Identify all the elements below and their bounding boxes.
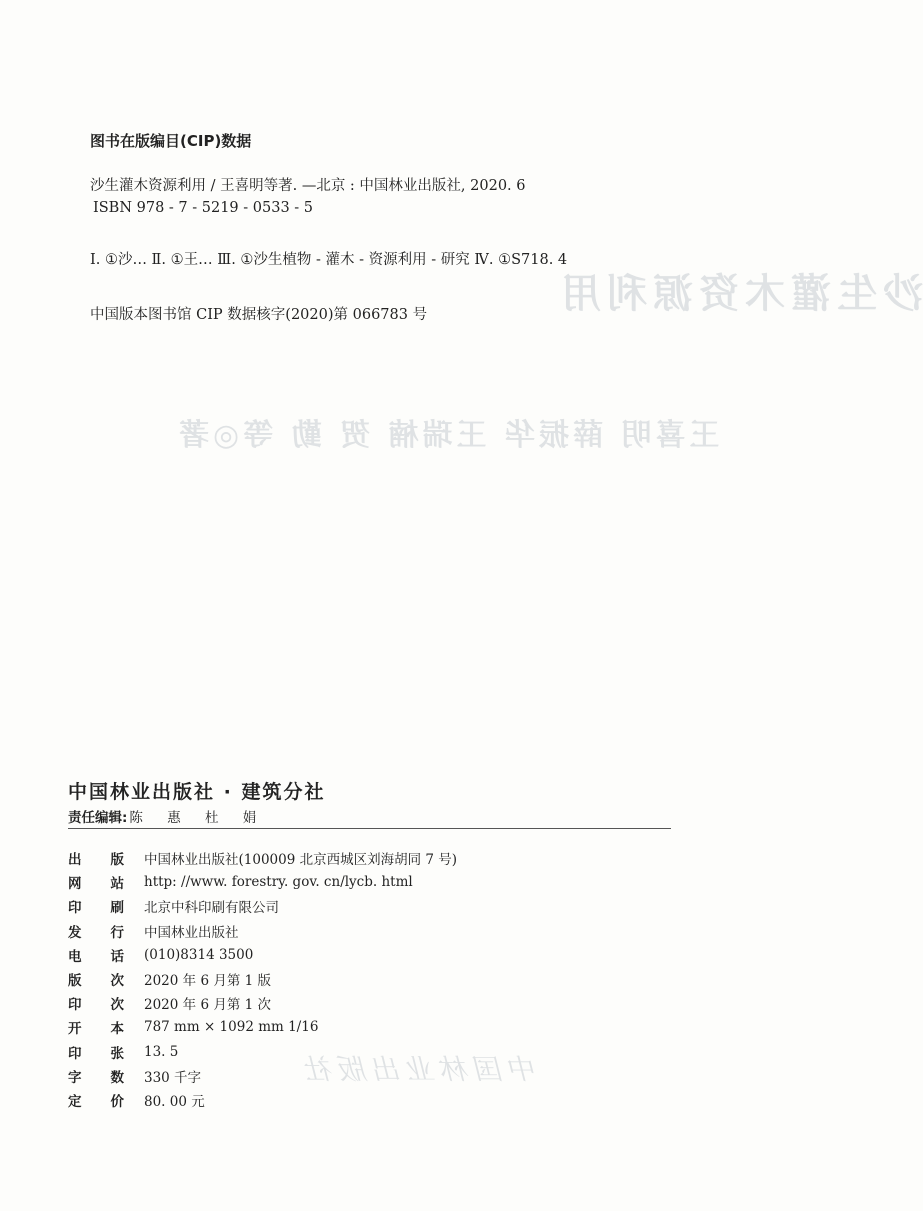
detail-label: 数 (110, 1069, 124, 1086)
cip-heading: 图书在版编目(CIP)数据 (90, 132, 252, 150)
detail-row-sheets (68, 1040, 457, 1064)
detail-value: 2020 年 6 月第 1 次 (144, 997, 271, 1014)
detail-row-printer (68, 894, 457, 918)
divider (68, 828, 671, 829)
cip-isbn: ISBN 978 - 7 - 5219 - 0533 - 5 (93, 200, 314, 216)
detail-label: 字 (68, 1069, 82, 1086)
detail-label: 次 (110, 973, 124, 990)
detail-row-distributor (68, 919, 457, 943)
detail-label: 出 (68, 852, 82, 869)
detail-row-printing (68, 991, 457, 1015)
detail-value: 787 mm × 1092 mm 1/16 (144, 1019, 319, 1036)
detail-label: 印 (68, 900, 82, 917)
detail-label: 版 (68, 973, 82, 990)
cip-classification: Ⅰ. ①沙… Ⅱ. ①王… Ⅲ. ①沙生植物 - 灌木 - 资源利用 - 研究 Ⅳ. ①S718. 4 (90, 252, 568, 268)
detail-value: 中国林业出版社(100009 北京西城区刘海胡同 7 号) (144, 852, 458, 869)
detail-row-website (68, 870, 457, 894)
detail-row-phone (68, 943, 457, 967)
publisher-heading: 中国林业出版社 · 建筑分社 (68, 781, 326, 803)
detail-label: 本 (110, 1021, 124, 1038)
detail-value: 2020 年 6 月第 1 版 (144, 973, 271, 990)
detail-value: http: //www. forestry. gov. cn/lycb. html (144, 874, 413, 891)
cip-title-line: 沙生灌木资源利用 / 王喜明等著. —北京 : 中国林业出版社, 2020. 6 (90, 178, 526, 194)
detail-label: 网 (68, 876, 82, 893)
detail-label: 印 (68, 997, 82, 1014)
detail-label: 定 (68, 1093, 82, 1110)
detail-label: 话 (110, 948, 124, 965)
detail-label: 开 (68, 1021, 82, 1038)
editor-label: 责任编辑: (68, 810, 128, 826)
show-through-publisher: 中国林业出版社 (300, 1053, 539, 1086)
detail-label: 次 (110, 997, 124, 1014)
detail-label: 版 (110, 852, 124, 869)
detail-row-format (68, 1015, 457, 1039)
detail-label: 印 (68, 1045, 82, 1062)
detail-label: 张 (110, 1045, 124, 1062)
cip-record-number: 中国版本图书馆 CIP 数据核字(2020)第 066783 号 (90, 307, 428, 323)
detail-row-publisher (68, 846, 457, 870)
detail-value: 13. 5 (144, 1043, 179, 1060)
detail-label: 电 (68, 948, 82, 965)
detail-label: 行 (110, 924, 124, 941)
detail-row-word-count (68, 1064, 457, 1088)
editor-names: 陈 惠 杜 娟 (129, 810, 267, 826)
detail-value: 80. 00 元 (144, 1093, 205, 1110)
detail-value: (010)8314 3500 (144, 946, 254, 963)
editor-line (68, 806, 266, 826)
detail-value: 330 千字 (144, 1069, 202, 1086)
show-through-authors: 王喜明 薛振华 王瑞楠 贺 勤 等◎著 (175, 418, 720, 453)
publication-details (68, 846, 457, 1112)
detail-label: 价 (110, 1093, 124, 1110)
detail-label: 站 (110, 876, 124, 893)
detail-label: 刷 (110, 900, 124, 917)
detail-row-price (68, 1088, 457, 1112)
show-through-title: 沙生灌木资源利用 (555, 271, 923, 317)
detail-value: 中国林业出版社 (144, 924, 239, 941)
detail-value: 北京中科印刷有限公司 (144, 900, 279, 917)
detail-label: 发 (68, 924, 82, 941)
detail-row-edition (68, 967, 457, 991)
